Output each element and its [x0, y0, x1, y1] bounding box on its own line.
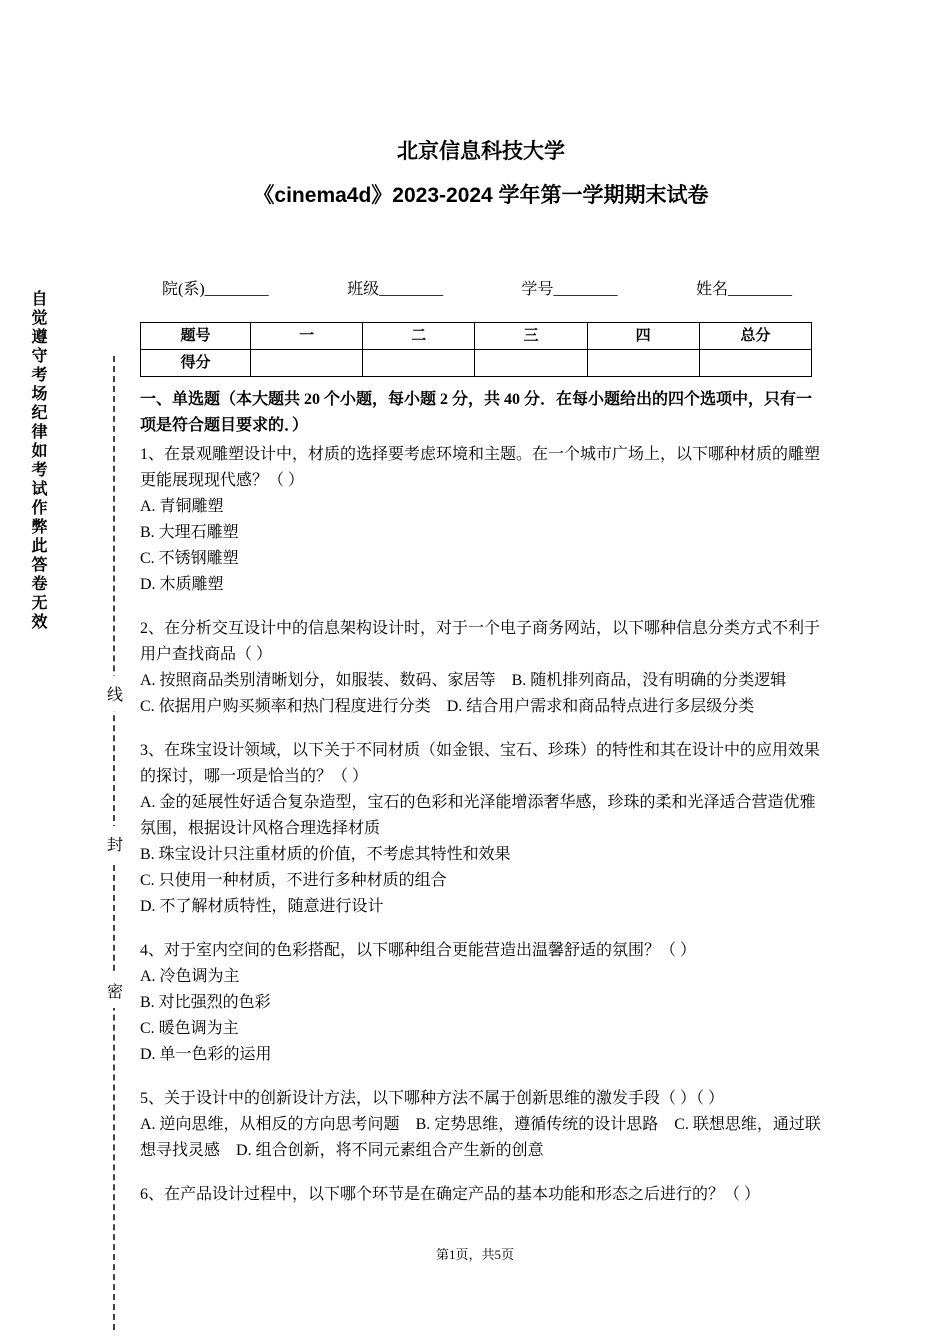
question-5	[140, 1086, 822, 1164]
question-4	[140, 938, 822, 1068]
question-1-option-c: C. 不锈钢雕塑	[140, 550, 239, 567]
question-4-option-b: B. 对比强烈的色彩	[140, 994, 271, 1011]
field-name	[696, 280, 792, 300]
score-table-score-row	[141, 350, 812, 377]
seal-char-secret: 密	[105, 973, 125, 1008]
question-5-option-c: C. 联想思维，通过联想寻找灵感	[140, 1116, 821, 1159]
question-5-option-d: D. 组合创新，将不同元素组合产生新的创意	[236, 1142, 544, 1159]
question-3-option-a: A. 金的延展性好适合复杂造型，宝石的色彩和光泽能增添奢华感，珍珠的柔和光泽适合营造优雅氛围，根据设计风格合理选择材质	[140, 794, 816, 837]
score-table-cell-4: 四	[587, 323, 699, 350]
seal-char-line: 线	[105, 676, 125, 711]
score-table	[140, 322, 812, 377]
university-title: 北京信息科技大学	[397, 140, 565, 163]
question-3-option-c: C. 只使用一种材质，不进行多种材质的组合	[140, 872, 447, 889]
score-table-cell-3: 三	[475, 323, 587, 350]
question-1-option-a: A. 青铜雕塑	[140, 498, 224, 515]
score-cell-empty	[587, 350, 699, 377]
score-cell-empty	[363, 350, 475, 377]
question-1-text: 1、在景观雕塑设计中，材质的选择要考虑环境和主题。在一个城市广场上，以下哪种材质的雕塑更能展现现代感？（ ）	[140, 446, 821, 489]
field-department-label: 院(系)	[162, 281, 205, 298]
question-4-option-d: D. 单一色彩的运用	[140, 1046, 272, 1063]
field-student-id	[522, 280, 618, 300]
field-class	[347, 280, 443, 300]
question-3-text: 3、在珠宝设计领域，以下关于不同材质（如金银、宝石、珍珠）的特性和其在设计中的应用效果的探讨，哪一项是恰当的？（ ）	[140, 742, 821, 785]
question-3-option-d: D. 不了解材质特性，随意进行设计	[140, 898, 384, 915]
seal-line	[106, 356, 123, 1330]
field-name-blank: ________	[727, 281, 792, 298]
student-info-row	[140, 280, 822, 300]
question-5-option-b: B. 定势思维，遵循传统的设计思路	[415, 1116, 659, 1133]
field-department-blank: ________	[204, 281, 269, 298]
question-4-text: 4、对于室内空间的色彩搭配，以下哪种组合更能营造出温馨舒适的氛围？（ ）	[140, 942, 697, 959]
field-class-blank: ________	[379, 281, 444, 298]
score-table-cell-1: 一	[251, 323, 363, 350]
score-table-cell-qnum: 题号	[141, 323, 251, 350]
question-6-text: 6、在产品设计过程中，以下哪个环节是在确定产品的基本功能和形态之后进行的？（ ）	[140, 1186, 761, 1203]
question-3-option-b: B. 珠宝设计只注重材质的价值，不考虑其特性和效果	[140, 846, 511, 863]
section-title: 一、单选题（本大题共 20 个小题，每小题 2 分，共 40 分．在每小题给出的四个选项中，只有一项是符合题目要求的．）	[140, 391, 813, 434]
question-2-options	[140, 668, 822, 720]
question-5-option-a: A. 逆向思维，从相反的方向思考问题	[140, 1116, 400, 1133]
question-1-option-b: B. 大理石雕塑	[140, 524, 239, 541]
discipline-notice: 自觉遵守考场纪律如考试作弊此答卷无效	[29, 290, 46, 632]
question-1	[140, 442, 822, 598]
page-footer: 第1页，共5页	[435, 1247, 514, 1262]
exam-title: 《cinema4d》2023-2024 学年第一学期期末试卷	[253, 184, 709, 207]
score-cell-empty	[251, 350, 363, 377]
question-2-option-a: A. 按照商品类别清晰划分，如服装、数码、家居等	[140, 672, 496, 689]
question-2	[140, 616, 822, 720]
score-cell-empty	[699, 350, 811, 377]
score-table-cell-2: 二	[363, 323, 475, 350]
question-2-option-c: C. 依据用户购买频率和热门程度进行分类	[140, 698, 431, 715]
seal-char-seal: 封	[105, 826, 125, 861]
field-student-id-blank: ________	[553, 281, 618, 298]
question-2-option-d: D. 结合用户需求和商品特点进行多层级分类	[446, 698, 755, 715]
field-student-id-label: 学号	[521, 281, 554, 298]
question-5-options	[140, 1112, 822, 1164]
question-5-text: 5、关于设计中的创新设计方法，以下哪种方法不属于创新思维的激发手段（ ）（ ）	[140, 1090, 725, 1107]
field-name-label: 姓名	[695, 281, 728, 298]
score-table-header-row	[141, 323, 812, 350]
field-class-label: 班级	[347, 281, 380, 298]
field-department	[162, 280, 269, 300]
score-cell-empty	[475, 350, 587, 377]
question-1-option-d: D. 木质雕塑	[140, 576, 224, 593]
question-2-option-b: B. 随机排列商品，没有明确的分类逻辑	[511, 672, 787, 689]
question-4-option-c: C. 暖色调为主	[140, 1020, 239, 1037]
score-table-cell-total: 总分	[699, 323, 811, 350]
question-3	[140, 738, 822, 920]
question-4-option-a: A. 冷色调为主	[140, 968, 240, 985]
score-row-label: 得分	[141, 350, 251, 377]
question-2-text: 2、在分析交互设计中的信息架构设计时，对于一个电子商务网站，以下哪种信息分类方式不利于用户查找商品（ ）	[140, 620, 821, 663]
exam-content	[140, 140, 822, 1208]
question-6	[140, 1182, 822, 1208]
